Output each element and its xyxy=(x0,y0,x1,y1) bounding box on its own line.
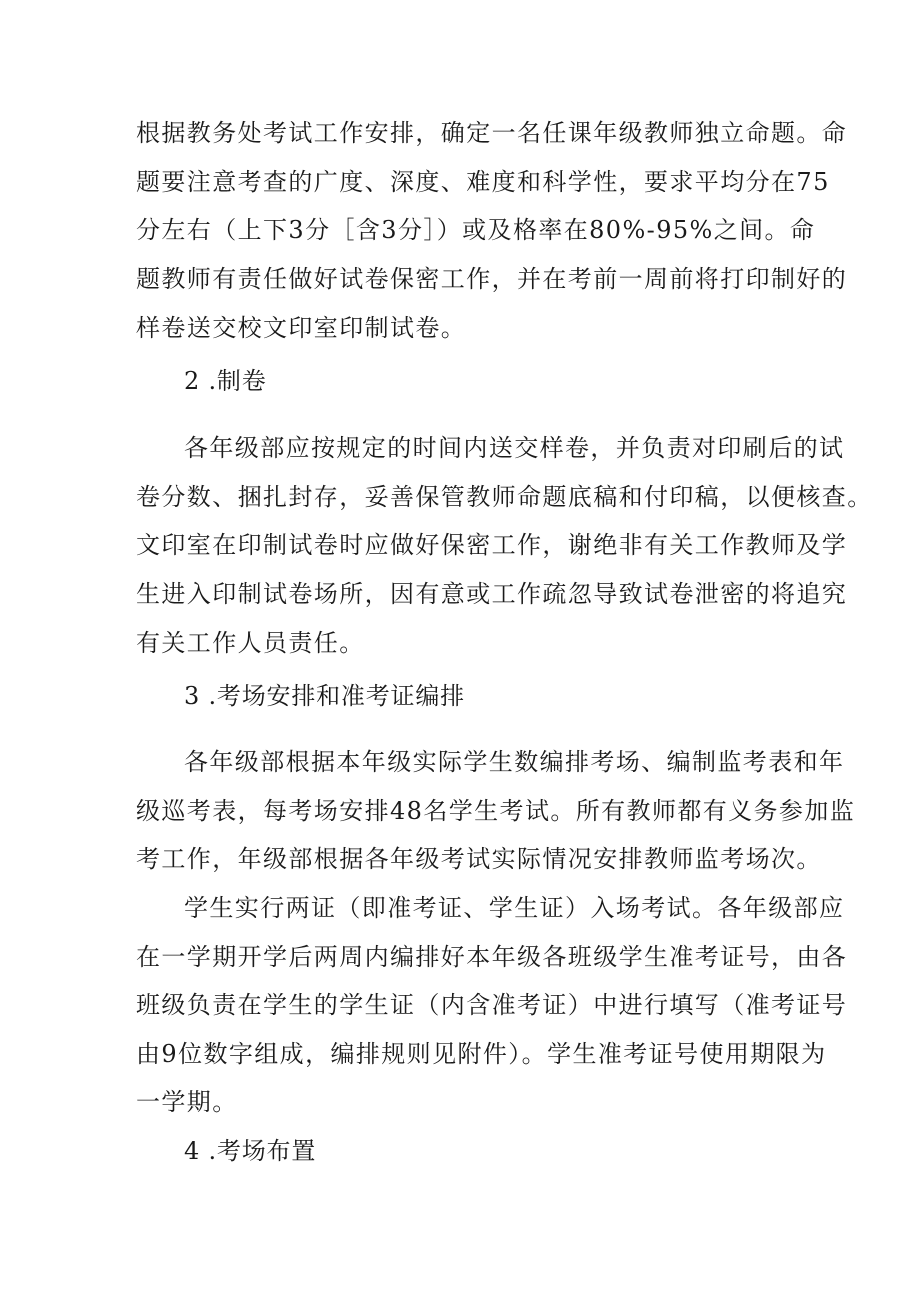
paragraph-1-line-4: 题教师有责任做好试卷保密工作，并在考前一周前将打印制好的 xyxy=(136,265,848,293)
paragraph-3-line-2: 级巡考表，每考场安排48名学生考试。所有教师都有义务参加监 xyxy=(136,797,856,825)
paragraph-2-line-2: 卷分数、捆扎封存，妥善保管教师命题底稿和付印稿，以便核查。 xyxy=(136,483,873,511)
paragraph-4-line-4: 由9位数字组成，编排规则见附件）。学生准考证号使用期限为 xyxy=(136,1040,827,1068)
paragraph-3-line-1: 各年级部根据本年级实际学生数编排考场、编制监考表和年 xyxy=(184,748,845,776)
paragraph-2-line-1: 各年级部应按规定的时间内送交样卷，并负责对印刷后的试 xyxy=(184,434,845,462)
paragraph-3-line-3: 考工作，年级部根据各年级考试实际情况安排教师监考场次。 xyxy=(136,845,822,873)
paragraph-2-line-3: 文印室在印制试卷时应做好保密工作，谢绝非有关工作教师及学 xyxy=(136,531,848,559)
section-heading-2: 2 .制卷 xyxy=(184,367,267,395)
paragraph-1-line-5: 样卷送交校文印室印制试卷。 xyxy=(136,314,467,342)
section-heading-3: 3 .考场安排和准考证编排 xyxy=(184,682,465,710)
section-heading-4: 4 .考场布置 xyxy=(184,1137,317,1165)
paragraph-4-line-1: 学生实行两证（即准考证、学生证）入场考试。各年级部应 xyxy=(184,894,845,922)
paragraph-1-line-1: 根据教务处考试工作安排，确定一名任课年级教师独立命题。命 xyxy=(136,119,848,147)
paragraph-2-line-5: 有关工作人员责任。 xyxy=(136,629,365,657)
paragraph-1-line-2: 题要注意考查的广度、深度、难度和科学性，要求平均分在75 xyxy=(136,168,830,196)
paragraph-4-line-3: 班级负责在学生的学生证（内含准考证）中进行填写（准考证号 xyxy=(136,991,848,1019)
paragraph-4-line-5: 一学期。 xyxy=(136,1088,238,1116)
paragraph-1-line-3: 分左右（上下3分［含3分］）或及格率在80%-95%之间。命 xyxy=(136,216,816,244)
paragraph-2-line-4: 生进入印制试卷场所，因有意或工作疏忽导致试卷泄密的将追究 xyxy=(136,580,848,608)
paragraph-4-line-2: 在一学期开学后两周内编排好本年级各班级学生准考证号，由各 xyxy=(136,943,848,971)
